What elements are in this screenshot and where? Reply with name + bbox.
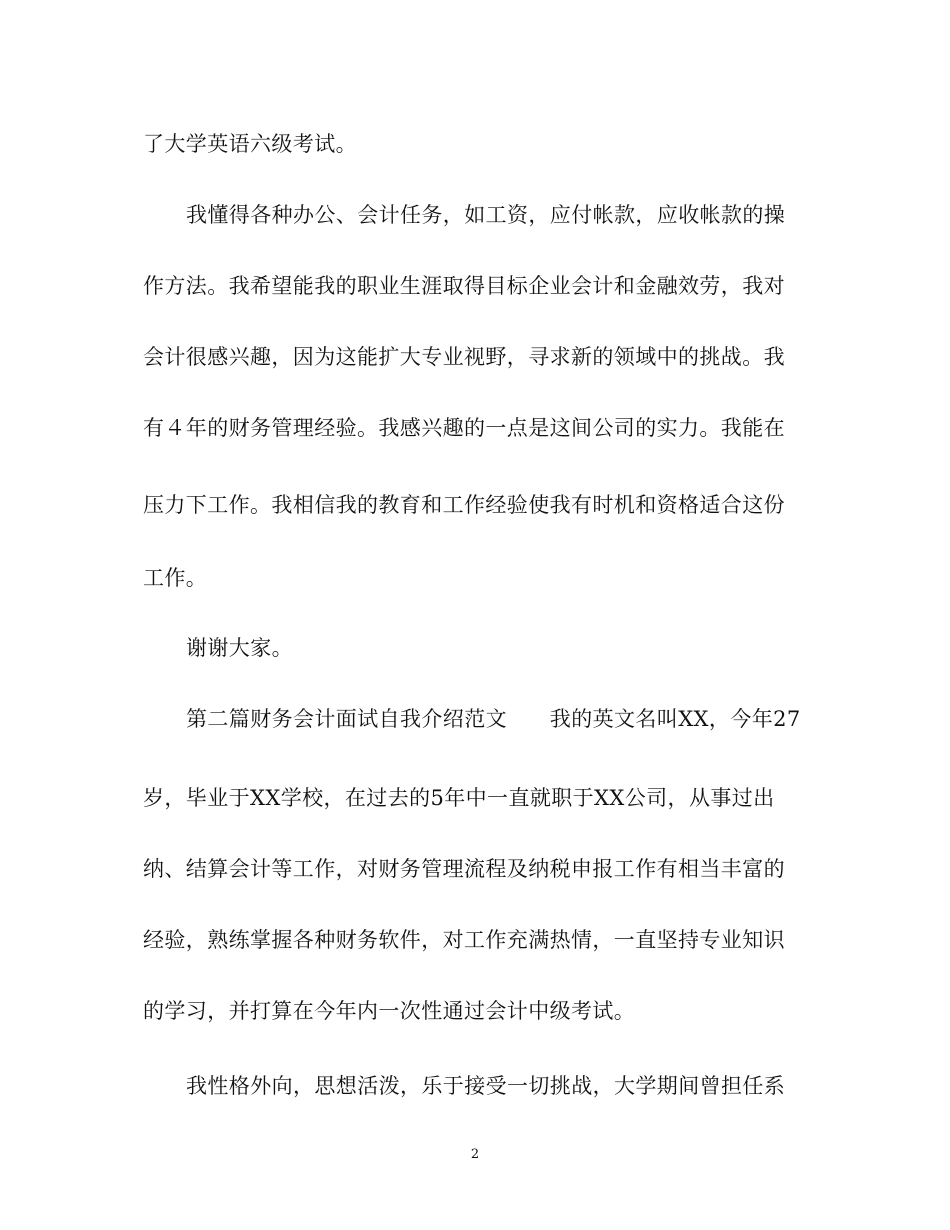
page-number: 2 <box>470 1147 480 1162</box>
text-line-7: 工作。 <box>143 566 208 590</box>
text-line-8: 谢谢大家。 <box>186 636 293 660</box>
text-line-3: 作方法。我希望能我的职业生涯取得目标企业会计和金融效劳，我对 <box>143 274 785 298</box>
text-line-12: 经验，熟练掌握各种财务软件，对工作充满热情，一直坚持专业知识 <box>143 928 785 952</box>
text-line-4: 会计很感兴趣，因为这能扩大专业视野，寻求新的领域中的挑战。我 <box>143 345 785 369</box>
text-line-10: 岁，毕业于XX学校，在过去的5年中一直就职于XX公司，从事过出 <box>143 786 775 810</box>
text-line-5: 有４年的财务管理经验。我感兴趣的一点是这间公司的实力。我能在 <box>143 416 785 440</box>
text-line-6: 压力下工作。我相信我的教育和工作经验使我有时机和资格适合这份 <box>143 493 785 517</box>
text-line-13: 的学习，并打算在今年内一次性通过会计中级考试。 <box>143 999 636 1023</box>
text-line-11: 纳、结算会计等工作，对财务管理流程及纳税申报工作有相当丰富的 <box>143 857 785 881</box>
text-line-14: 我性格外向，思想活泼，乐于接受一切挑战，大学期间曾担任系 <box>186 1074 786 1098</box>
text-line-2: 我懂得各种办公、会计任务，如工资，应付帐款，应收帐款的操 <box>186 203 786 227</box>
text-line-9: 第二篇财务会计面试自我介绍范文 我的英文名叫XX，今年27 <box>186 707 801 731</box>
text-line-1: 了大学英语六级考试。 <box>143 132 357 156</box>
